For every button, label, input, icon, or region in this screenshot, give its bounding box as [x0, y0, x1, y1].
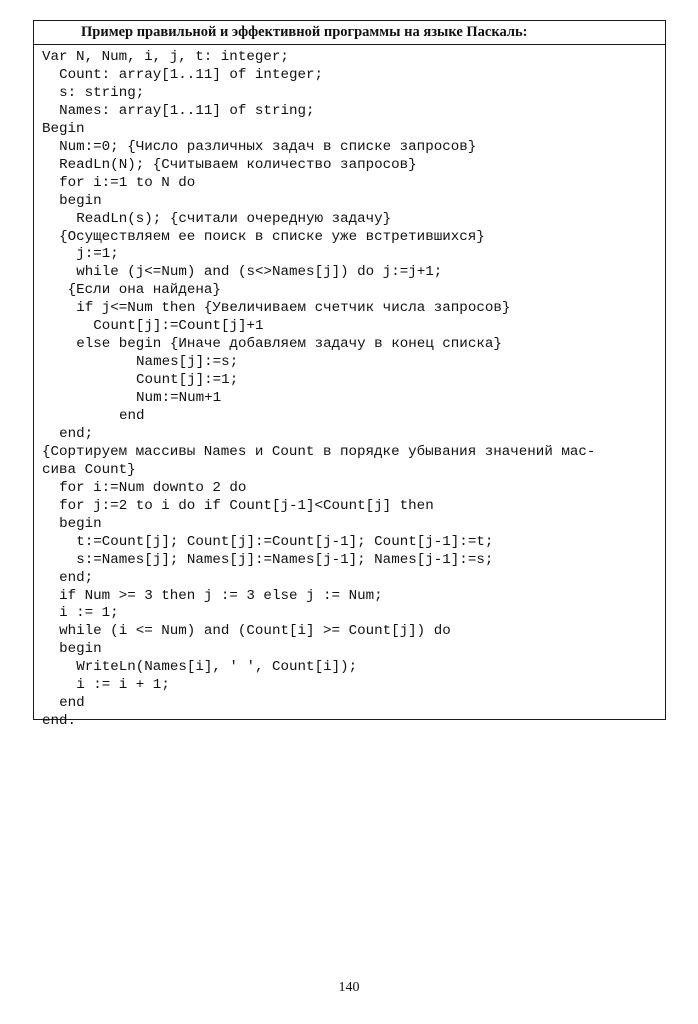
- code-line: Names: array[1..11] of string;: [59, 102, 315, 119]
- code-line: end.: [42, 713, 77, 730]
- code-line: s: string;: [59, 84, 145, 101]
- code-line: for i:=1 to N do: [59, 174, 196, 191]
- code-line: Count[j]:=Count[j]+1: [93, 318, 264, 335]
- code-line: j:=1;: [76, 246, 119, 263]
- code-line: Count: array[1..11] of integer;: [59, 66, 324, 83]
- code-line: Num:=0; {Число различных задач в списке запросов}: [59, 138, 477, 155]
- code-line: Num:=Num+1: [136, 390, 222, 407]
- code-line: {Осуществляем ее поиск в списке уже встретившихся}: [59, 228, 485, 245]
- code-line: end: [59, 695, 85, 712]
- code-line: begin: [59, 192, 102, 209]
- listing-title: Пример правильной и эффективной программы на языке Паскаль:: [34, 21, 665, 45]
- code-line: {Сортируем массивы Names и Count в порядке убывания значений мас-: [42, 443, 596, 460]
- code-line: WriteLn(Names[i], ' ', Count[i]);: [76, 659, 358, 676]
- code-line: end;: [59, 569, 94, 586]
- code-line: Var N, Num, i, j, t: integer;: [42, 49, 289, 65]
- code-line: else begin {Иначе добавляем задачу в конец списка}: [76, 336, 502, 353]
- code-line: while (j<=Num) and (s<>Names[j]) do j:=j+1;: [76, 264, 443, 281]
- code-line: i := i + 1;: [76, 677, 170, 694]
- code-line: сива Count}: [42, 461, 136, 478]
- code-line: while (i <= Num) and (Count[i] >= Count[j]) do: [59, 623, 451, 640]
- code-line: end;: [59, 425, 94, 442]
- code-line: if j<=Num then {Увеличиваем счетчик числа запросов}: [76, 300, 511, 317]
- code-line: Begin: [42, 120, 85, 137]
- code-line: Count[j]:=1;: [136, 372, 239, 389]
- code-line: begin: [59, 641, 102, 658]
- code-listing-box: [33, 20, 666, 730]
- code-line: t:=Count[j]; Count[j]:=Count[j-1]; Count[j-1]:=t;: [76, 533, 494, 550]
- code-line: i := 1;: [59, 605, 119, 622]
- code-line: s:=Names[j]; Names[j]:=Names[j-1]; Names[j-1]:=s;: [76, 551, 494, 568]
- code-line: if Num >= 3 then j := 3 else j := Num;: [59, 587, 383, 604]
- code-line: end: [118, 408, 145, 424]
- code-line: Names[j]:=s;: [136, 354, 239, 371]
- code-line: {Если она найдена}: [67, 282, 221, 299]
- code-line: for i:=Num downto 2 do: [59, 479, 247, 496]
- code-line: ReadLn(N); {Считываем количество запросов}: [59, 156, 417, 173]
- code-line: ReadLn(s); {считали очередную задачу}: [76, 210, 392, 227]
- code-line: begin: [59, 515, 102, 532]
- code-line: for j:=2 to i do if Count[j-1]<Count[j] then: [59, 497, 434, 514]
- page-number: 140: [338, 980, 360, 995]
